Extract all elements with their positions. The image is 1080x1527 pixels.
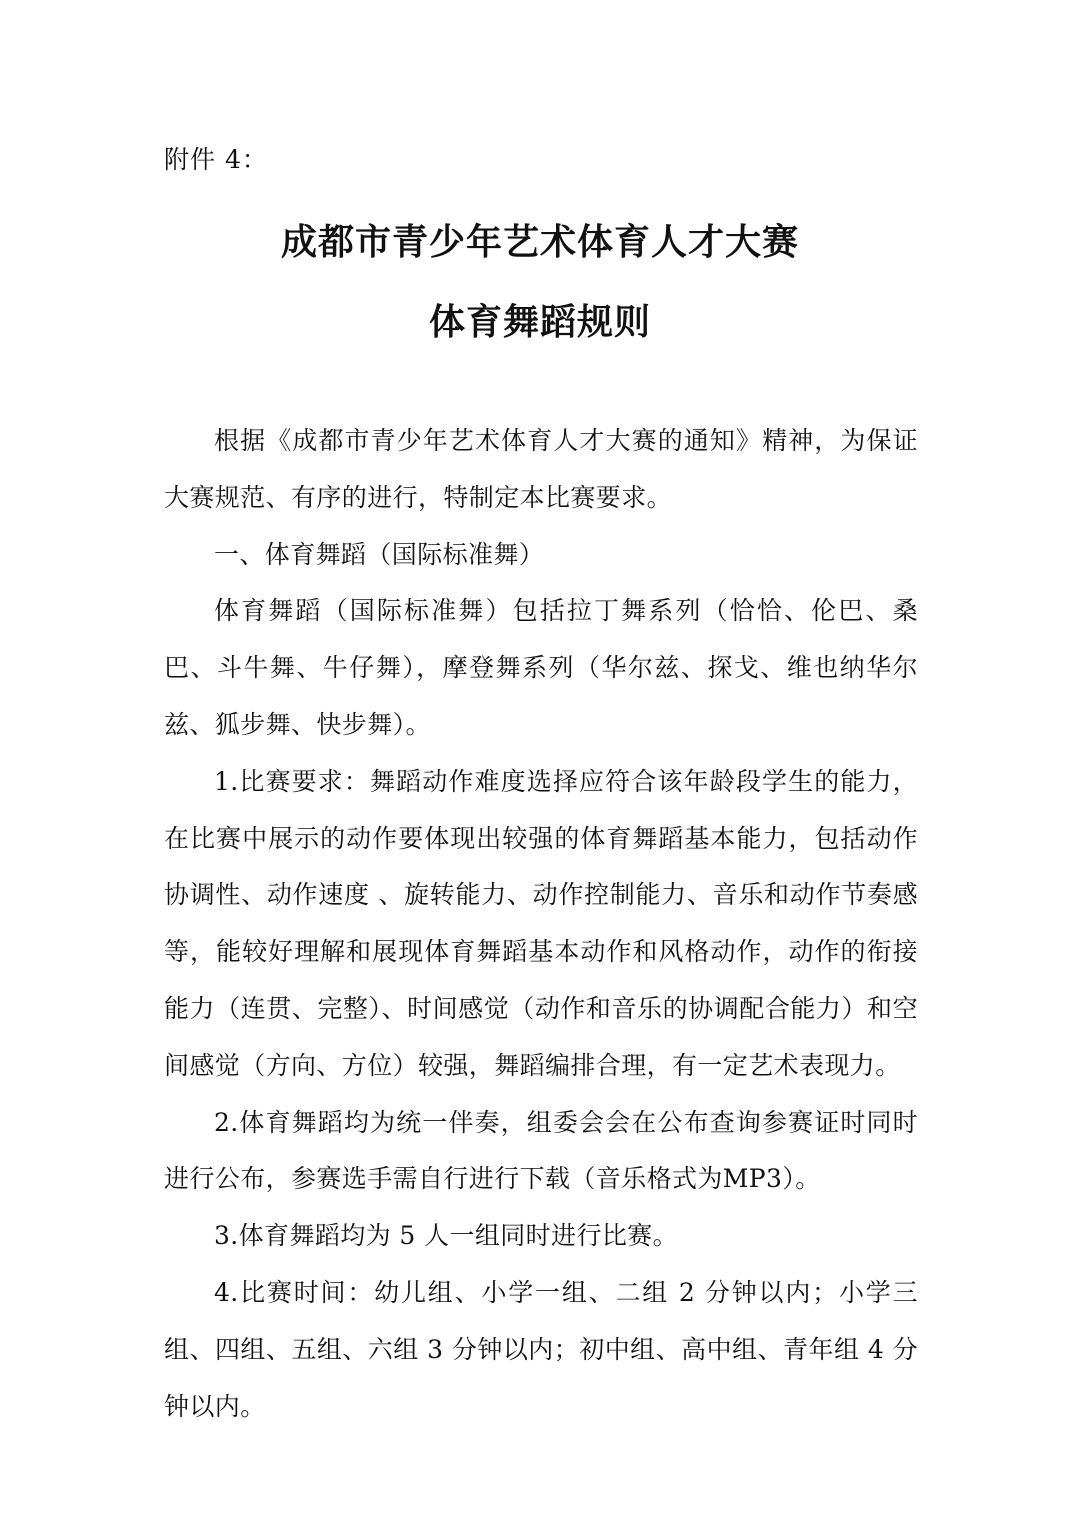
paragraph-rule-1: 1.比赛要求：舞蹈动作难度选择应符合该年龄段学生的能力，在比赛中展示的动作要体现出较强的体育舞蹈基本能力，包括动作协调性、动作速度 、旋转能力、动作控制能力、音乐和动作节奏感等，能较好理解和展现体育舞蹈基本动作和风格动作，动作的衔接能力（连贯、完整）、时间感觉（动作和音乐的协调配合能力）和空间感觉（方向、方位）较强，舞蹈编排合理，有一定艺术表现力。: [164, 766, 918, 1080]
document-subtitle: 体育舞蹈规则: [428, 302, 651, 343]
attachment-label: 附件 4：: [164, 145, 268, 174]
paragraph-rule-3: 3.体育舞蹈均为 5 人一组同时进行比赛。: [214, 1221, 679, 1251]
document-body: [164, 413, 918, 1435]
paragraph-rule-2: 2.体育舞蹈均为统一伴奏，组委会会在公布查询参赛证时同时进行公布，参赛选手需自行进行下载（音乐格式为MP3）。: [164, 1107, 918, 1194]
paragraph-intro: 根据《成都市青少年艺术体育人才大赛的通知》精神，为保证大赛规范、有序的进行，特制定本比赛要求。: [164, 426, 918, 512]
paragraph-rule-4: 4.比赛时间：幼儿组、小学一组、二组 2 分钟以内；小学三组、四组、五组、六组 3 分钟以内；初中组、高中组、青年组 4 分钟以内。: [164, 1277, 918, 1421]
paragraph-dance-types: 体育舞蹈（国际标准舞）包括拉丁舞系列（恰恰、伦巴、桑巴、斗牛舞、牛仔舞），摩登舞系列（华尔兹、探戈、维也纳华尔兹、狐步舞、快步舞）。: [164, 596, 918, 739]
section-heading: 一、体育舞蹈（国际标准舞）: [214, 539, 545, 569]
document-title: 成都市青少年艺术体育人才大赛: [280, 222, 799, 263]
